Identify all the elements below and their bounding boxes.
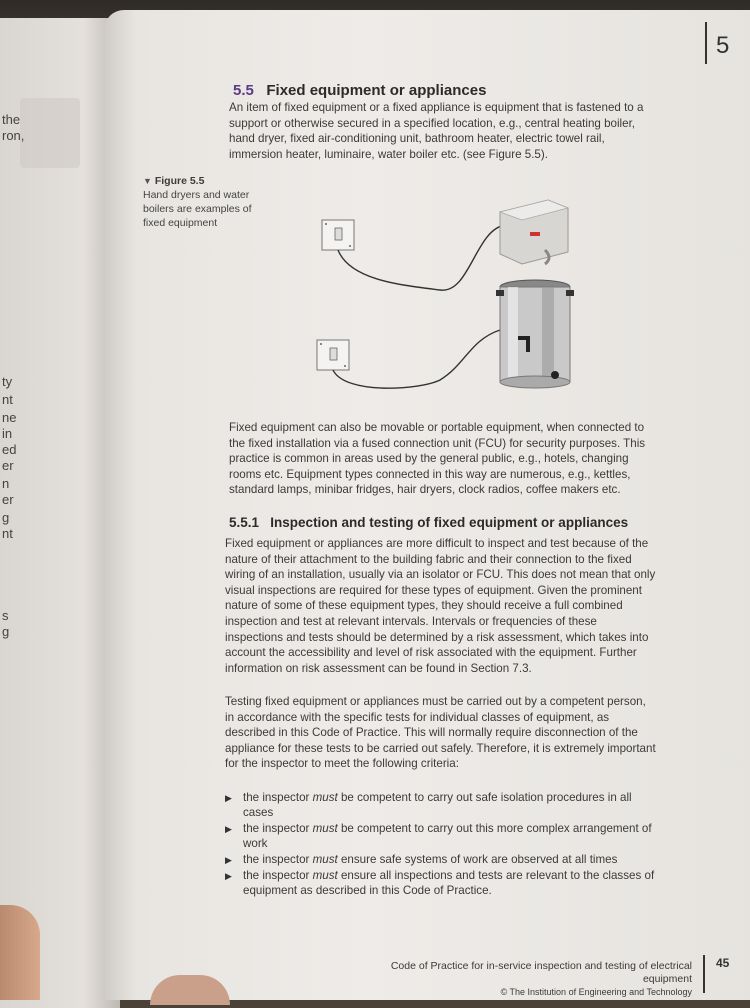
figure-illustration	[300, 190, 600, 400]
subsection-title: Inspection and testing of fixed equipment or appliances	[270, 515, 629, 530]
page-number: 45	[716, 956, 730, 970]
bullet-arrow-icon: ▶	[225, 871, 232, 881]
section-heading	[233, 82, 486, 99]
left-fragment: nt	[2, 526, 13, 541]
footer-title: Code of Practice for in-service inspection and testing of electrical equipment	[390, 960, 692, 985]
left-page-image	[20, 98, 80, 168]
subsection-heading	[229, 515, 628, 530]
criteria-list	[225, 790, 655, 899]
chapter-number: 5	[716, 32, 730, 59]
list-item: ▶ the inspector must be competent to carry out this more complex arrangement of work	[225, 822, 652, 850]
left-fragment: s	[2, 608, 9, 623]
bullet-arrow-icon: ▶	[225, 855, 232, 865]
left-fragment: ron,	[2, 128, 25, 143]
cable-lower	[333, 330, 500, 388]
water-boiler-icon	[496, 280, 574, 388]
chapter-divider	[705, 22, 707, 64]
figure-caption-block	[143, 174, 253, 230]
paragraph-portable: Fixed equipment can also be movable or portable equipment, when connected to the fixed installation via a fused connection unit (FCU) for security purposes. This practice is common in areas used by the general public, e.g., hotels, changing rooms etc. Equipment types connected in this way are numerous, e.g., kettles, standard lamps, minibar fridges, hair dryers, clock radios, coffee makers etc.	[229, 421, 646, 497]
figure-caption: Hand dryers and water boilers are examples of fixed equipment	[143, 189, 252, 229]
footer-copyright: © The Institution of Engineering and Technology	[500, 987, 692, 997]
list-item: ▶ the inspector must be competent to carry out safe isolation procedures in all cases	[225, 791, 632, 819]
figure-label: Figure 5.5	[154, 175, 205, 187]
left-fragment: ed	[2, 442, 17, 457]
left-fragment: the	[2, 112, 21, 127]
thumb	[0, 905, 40, 1000]
left-fragment: in	[2, 426, 13, 441]
left-fragment: n	[2, 476, 10, 491]
left-page	[0, 18, 120, 1008]
cable-upper	[338, 225, 505, 290]
bullet-arrow-icon: ▶	[225, 824, 232, 834]
page-footer	[360, 960, 692, 999]
left-fragment: ty	[2, 374, 13, 389]
subsection-number: 5.5.1	[229, 515, 260, 530]
footer-divider	[703, 955, 705, 993]
left-fragment: nt	[2, 392, 13, 407]
bullet-arrow-icon: ▶	[225, 793, 232, 803]
subsection-paragraph-1: Fixed equipment or appliances are more difficult to inspect and test because of the nature of their attachment to the building fabric and their connection to the fixed wiring of an installation, usually via an isolator or FCU. This does not mean that only visual inspections are required for these types of equipment. Given the prominent nature of some of these equipment types, they should receive a full combined inspection and test at relevant intervals. Intervals or frequencies of these inspections and tests should be determined by a risk assessment, which takes into account the accessibility and level of risk associated with the equipment. Further information on risk assessment can be found in Section 7.3.	[225, 537, 656, 675]
left-fragment: ne	[2, 410, 17, 425]
left-fragment: g	[2, 510, 10, 525]
triangle-icon: ▼	[143, 176, 152, 186]
section-intro: An item of fixed equipment or a fixed appliance is equipment that is fastened to a support or otherwise secured in a specified location, e.g., central heating boiler, hand dryer, fixed air-conditioning unit, bathroom heater, electric towel rail, immersion heater, luminaire, water boiler etc. (see Figure 5.5).	[229, 101, 644, 161]
list-item: ▶ the inspector must ensure safe systems of work are observed at all times	[225, 853, 618, 866]
section-title: Fixed equipment or appliances	[266, 82, 487, 99]
subsection-paragraph-2: Testing fixed equipment or appliances must be carried out by a competent person, in accordance with the specific tests for individual classes of equipment, as described in this Code of Practice. This will normally require disconnection of the appliance for these tests to be carried out safely. Therefore, it is extremely important for the inspector to meet the following criteria:	[225, 695, 656, 771]
wall-switch-upper-icon	[322, 220, 354, 250]
hand-dryer-icon	[500, 200, 568, 264]
left-fragment: er	[2, 458, 14, 473]
left-fragment: g	[2, 624, 10, 639]
left-fragment: er	[2, 492, 14, 507]
section-number: 5.5	[233, 82, 254, 99]
wall-switch-lower-icon	[317, 340, 349, 370]
list-item: ▶ the inspector must ensure all inspections and tests are relevant to the classes of equipment as described in this Code of Practice.	[225, 869, 655, 897]
